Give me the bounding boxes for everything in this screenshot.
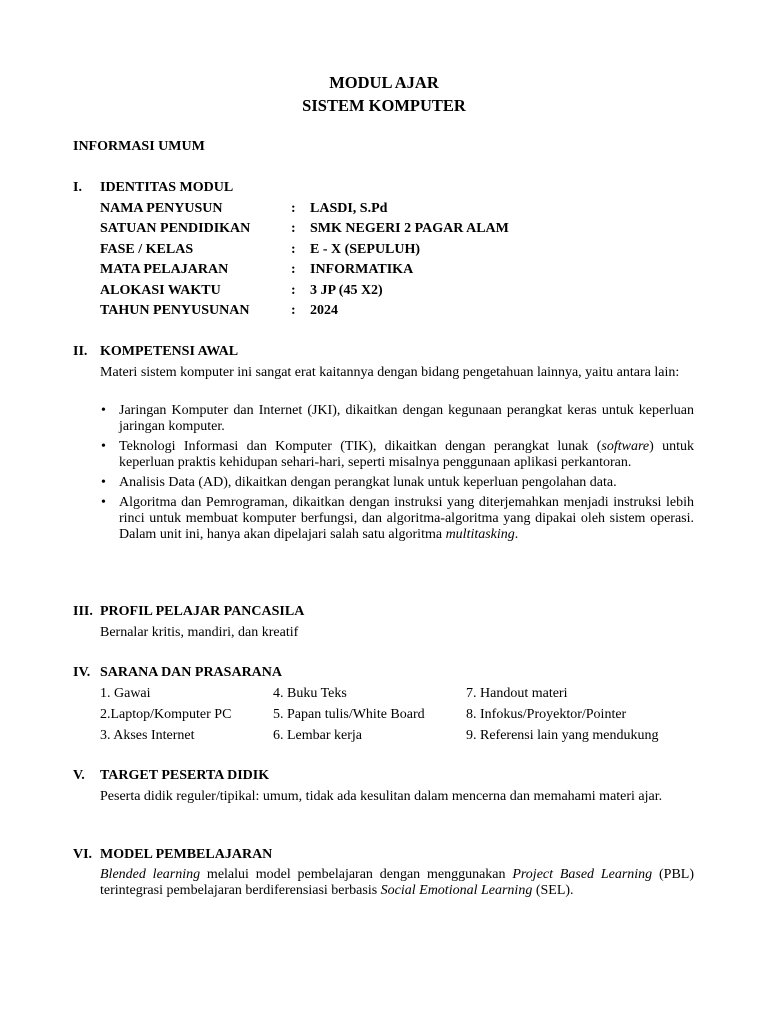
section-3-number: III.: [73, 604, 93, 619]
list-item-text: Algoritma dan Pemrograman, dikaitkan dengan instruksi yang diterjemahkan menjadi instruksi lebih rinci untuk membuat komputer berfungsi, dan algoritma-algoritma yang dipakai oleh sistem operasi. Dalam unit ini, hanya akan dipelajari salah satu algoritma: [119, 495, 694, 542]
identity-label: TAHUN PENYUSUNAN: [100, 303, 250, 318]
facility-item: 3. Akses Internet: [100, 728, 195, 743]
section-5-title: TARGET PESERTA DIDIK: [100, 768, 270, 783]
list-item: [100, 495, 694, 543]
list-item-text: Analisis Data (AD), dikaitkan dengan perangkat lunak untuk keperluan pengolahan data.: [119, 475, 617, 490]
section-5-text: Peserta didik reguler/tipikal: umum, tidak ada kesulitan dalam mencerna dan memahami materi ajar.: [100, 789, 663, 804]
list-item: [100, 439, 694, 471]
facility-item: 5. Papan tulis/White Board: [273, 707, 425, 722]
text-segment: (PBL) terintegrasi pembelajaran berdiferensiasi berbasis: [100, 867, 694, 898]
list-item-text: ) untuk keperluan praktis kehidupan sehari-hari, seperti misalnya penggunaan aplikasi perkantoran.: [119, 439, 694, 470]
identity-value: 3 JP (45 X2): [310, 283, 383, 298]
facility-item: 7. Handout materi: [466, 686, 568, 701]
facility-item: 8. Infokus/Proyektor/Pointer: [466, 707, 627, 722]
identity-colon: :: [291, 262, 296, 277]
facility-item: 2.Laptop/Komputer PC: [100, 707, 232, 722]
text-segment: (SEL).: [532, 883, 574, 898]
list-item: [100, 475, 694, 491]
list-item-emphasis: multitasking: [445, 527, 515, 542]
facility-item: 4. Buku Teks: [273, 686, 347, 701]
section-1-title: IDENTITAS MODUL: [100, 180, 234, 195]
facility-item: 9. Referensi lain yang mendukung: [466, 728, 659, 743]
section-3-text: Bernalar kritis, mandiri, dan kreatif: [100, 625, 299, 640]
list-item-text: .: [514, 527, 519, 542]
text-emphasis: Project Based Learning: [512, 867, 653, 882]
section-5-number: V.: [73, 768, 85, 783]
list-item: [100, 403, 694, 435]
text-segment: melalui model pembelajaran dengan menggunakan: [200, 867, 513, 882]
identity-colon: :: [291, 201, 296, 216]
section-1-number: I.: [73, 180, 82, 195]
list-item-text: Jaringan Komputer dan Internet (JKI), dikaitkan dengan kegunaan perangkat keras untuk keperluan jaringan komputer.: [119, 403, 694, 434]
identity-value: SMK NEGERI 2 PAGAR ALAM: [310, 221, 509, 236]
bullet-icon: •: [101, 403, 106, 418]
section-6-title: MODEL PEMBELAJARAN: [100, 847, 273, 862]
bullet-icon: •: [101, 495, 106, 510]
identity-value: 2024: [310, 303, 338, 318]
identity-label: ALOKASI WAKTU: [100, 283, 221, 298]
list-item-emphasis: software: [601, 439, 650, 454]
identity-colon: :: [291, 242, 296, 257]
document-subtitle: SISTEM KOMPUTER: [302, 96, 466, 115]
section-4-title: SARANA DAN PRASARANA: [100, 665, 283, 680]
identity-value: E - X (SEPULUH): [310, 242, 421, 257]
competency-list: [100, 403, 694, 547]
facility-item: 1. Gawai: [100, 686, 151, 701]
identity-colon: :: [291, 221, 296, 236]
informasi-umum-heading: INFORMASI UMUM: [73, 139, 205, 154]
section-4-number: IV.: [73, 665, 91, 680]
section-6-text: [100, 867, 694, 899]
identity-label: NAMA PENYUSUN: [100, 201, 223, 216]
identity-value: INFORMATIKA: [310, 262, 414, 277]
text-emphasis: Social Emotional Learning: [380, 883, 533, 898]
identity-colon: :: [291, 303, 296, 318]
section-2-number: II.: [73, 344, 88, 359]
bullet-icon: •: [101, 439, 106, 454]
section-2-title: KOMPETENSI AWAL: [100, 344, 239, 359]
identity-label: SATUAN PENDIDIKAN: [100, 221, 251, 236]
identity-value: LASDI, S.Pd: [310, 201, 388, 216]
document-title: MODUL AJAR: [329, 73, 439, 92]
identity-colon: :: [291, 283, 296, 298]
facility-item: 6. Lembar kerja: [273, 728, 363, 743]
bullet-icon: •: [101, 475, 106, 490]
identity-label: FASE / KELAS: [100, 242, 194, 257]
identity-label: MATA PELAJARAN: [100, 262, 229, 277]
list-item-text: Teknologi Informasi dan Komputer (TIK), dikaitkan dengan perangkat lunak (: [119, 439, 602, 454]
text-emphasis: Blended learning: [100, 867, 201, 882]
section-3-title: PROFIL PELAJAR PANCASILA: [100, 604, 305, 619]
section-6-number: VI.: [73, 847, 93, 862]
section-2-intro: Materi sistem komputer ini sangat erat kaitannya dengan bidang pengetahuan lainnya, yaitu antara lain:: [100, 365, 680, 380]
